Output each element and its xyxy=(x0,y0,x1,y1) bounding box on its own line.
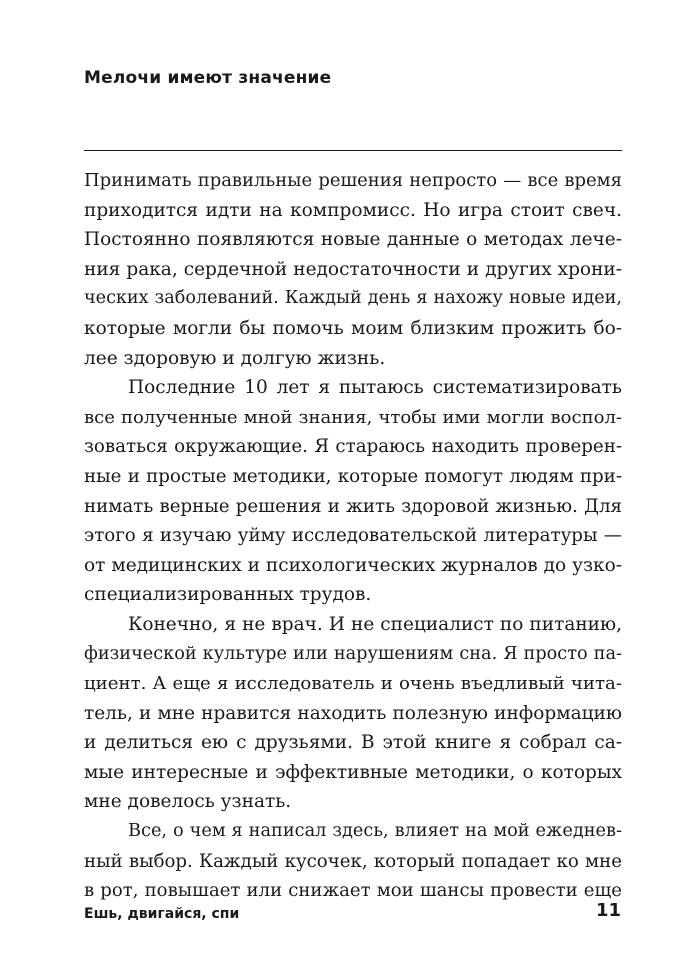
text-line: Конечно, я не врач. И не специалист по питанию, xyxy=(128,613,622,635)
text-line: тель, и мне нравится находить полезную информацию xyxy=(84,702,622,724)
running-title: Мелочи имеют значение xyxy=(84,68,332,88)
paragraph-1 xyxy=(84,166,622,373)
text-line: и делиться ею с друзьями. В этой книге я собрал са- xyxy=(84,732,622,754)
paragraph-2 xyxy=(84,373,622,610)
footer-book-title: Ешь, двигайся, спи xyxy=(84,906,240,922)
text-line: специализированных трудов. xyxy=(84,584,372,606)
paragraph-4 xyxy=(84,817,622,906)
text-line: зоваться окружающие. Я стараюсь находить проверен- xyxy=(84,436,622,458)
text-line: которые могли бы помочь моим близким прожить бо- xyxy=(84,317,622,339)
header-divider xyxy=(84,150,622,151)
text-line: циент. А еще я исследователь и очень въедливый чита- xyxy=(84,673,622,695)
text-line: мне довелось узнать. xyxy=(84,791,292,813)
text-line: ческих заболеваний. Каждый день я нахожу новые идеи, xyxy=(84,288,622,309)
text-line: нимать верные решения и жить здоровой жизнью. Для xyxy=(84,495,622,517)
text-line: в рот, повышает или снижает мои шансы провести еще xyxy=(84,880,622,902)
body-text xyxy=(84,166,622,906)
text-line: лее здоровую и долгую жизнь. xyxy=(84,347,386,369)
text-line: Последние 10 лет я пытаюсь систематизировать xyxy=(128,377,622,399)
text-line: ные и простые методики, которые помогут людям при- xyxy=(84,465,622,487)
text-line: приходится идти на компромисс. Но игра стоит свеч. xyxy=(84,199,622,221)
text-line: Постоянно появляются новые данные о методах лече- xyxy=(84,229,622,251)
text-line: Принимать правильные решения непросто — все время xyxy=(84,170,622,191)
text-line: этого я изучаю уйму исследовательской литературы — xyxy=(84,525,622,547)
page-number: 11 xyxy=(595,900,621,921)
text-line: физической культуре или нарушениям сна. Я просто па- xyxy=(84,643,622,664)
text-line: Все, о чем я написал здесь, влияет на мой ежеднев- xyxy=(128,821,622,842)
text-line: ный выбор. Каждый кусочек, который попадает ко мне xyxy=(84,850,622,872)
text-line: мые интересные и эффективные методики, о которых xyxy=(84,761,622,783)
text-line: ния рака, сердечной недостаточности и других хрони- xyxy=(84,258,622,280)
paragraph-3 xyxy=(84,610,622,817)
text-line: от медицинских и психологических журналов до узко- xyxy=(84,554,622,576)
text-line: все полученные мной знания, чтобы ими могли воспол- xyxy=(84,406,622,428)
